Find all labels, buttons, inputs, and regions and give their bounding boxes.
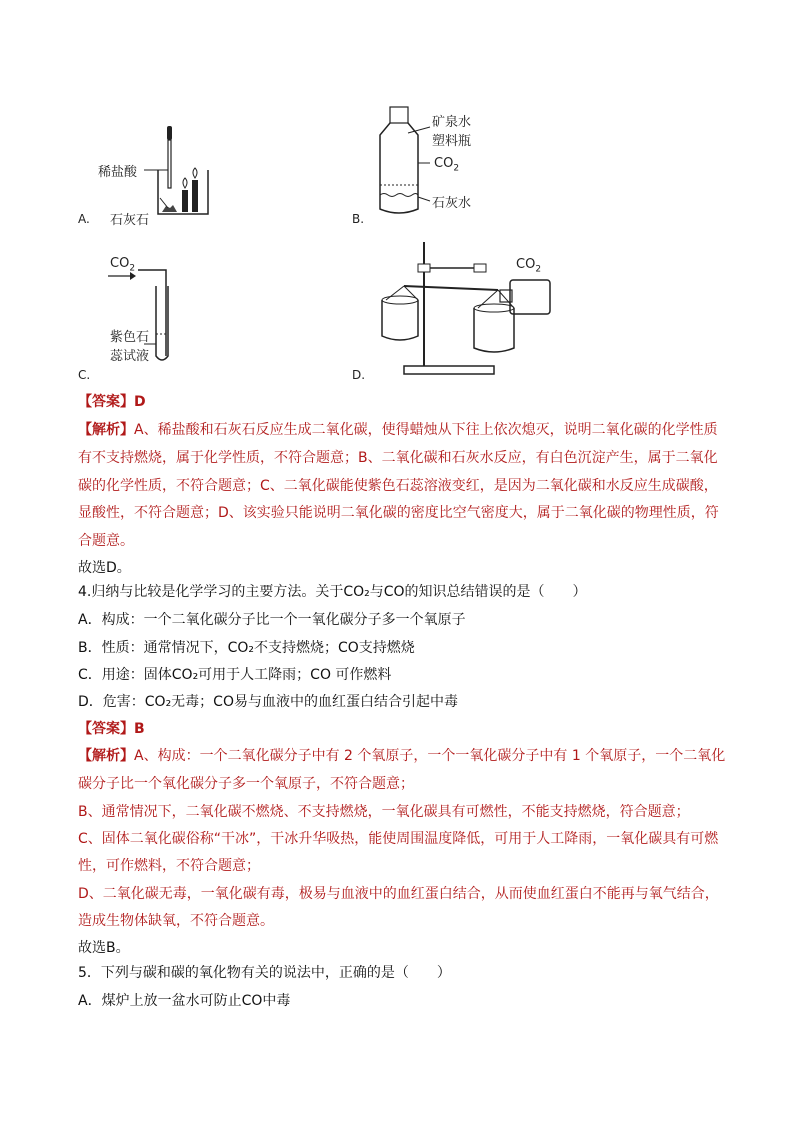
q3-analysis-line-3: 碳的化学性质，不符合题意；C、二氧化碳能使紫色石蕊溶液变红，是因为二氧化碳和水反应生成碳酸， [78,478,718,494]
q5-option-a: A．煤炉上放一盆水可防止CO中毒 [78,993,291,1009]
figure-b-gas-main: CO [434,156,454,171]
q4-analysis-text-1: A、构成：一个二氧化碳分子中有 2 个氧原子，一个一氧化碳分子中有 1 个氧原子，一个二氧化 [134,748,726,764]
q4-analysis-line-1 [78,746,725,766]
figure-a-acid-label: 稀盐酸 [98,165,138,180]
figure-c-gas-main: CO [110,256,130,271]
q4-analysis-line-2: 碳分子比一个氧化碳分子多一个氧原子，不符合题意； [78,776,414,792]
q4-analysis-line-6: D、二氧化碳无毒，一氧化碳有毒，极易与血液中的血红蛋白结合，从而使血红蛋白不能再与氧气结合， [78,886,719,902]
figure-b-label-1: 矿泉水 [432,115,472,130]
figure-b-option: B. [352,212,365,226]
q3-conclusion: 故选D。 [78,560,131,576]
figure-d-gas-main: CO [516,257,536,272]
q4-answer: 【答案】B [78,721,145,737]
figure-b-liquid-label: 石灰水 [432,196,472,211]
figure-a-solid-label: 石灰石 [110,213,150,228]
q3-analysis-line-1 [78,420,718,440]
figure-c-gas-sub: 2 [129,263,136,274]
q4-analysis-line-4: C、固体二氧化碳俗称“干冰”，干冰升华吸热，能使周围温度降低，可用于人工降雨，一氧化碳具有可燃 [78,831,719,847]
figure-d-gas-sub: 2 [535,264,542,275]
figure-d-option: D. [352,368,366,382]
figure-b-label-2: 塑料瓶 [432,134,472,149]
figure-c-option: C. [78,368,91,382]
q4-analysis-line-7: 造成生物体缺氧，不符合题意。 [78,913,274,929]
q3-analysis-line-5: 合题意。 [78,533,134,549]
figure-c-liquid-label-2: 蕊试液 [110,349,150,364]
q4-option-d: D．危害：CO₂无毒；CO易与血液中的血红蛋白结合引起中毒 [78,694,458,710]
q4-analysis-line-5: 性，可作燃料，不符合题意； [78,858,260,874]
figure-a-option: A. [78,212,90,226]
figure-b-gas-label [434,156,459,174]
q3-answer: 【答案】D [78,394,146,410]
figure-b-gas-sub: 2 [453,163,460,174]
q4-analysis-line-3: B、通常情况下，二氧化碳不燃烧、不支持燃烧，一氧化碳具有可燃性，不能支持燃烧，符合题意； [78,804,690,820]
figure-c-gas-label [110,256,135,274]
q4-option-b: B．性质：通常情况下，CO₂不支持燃烧；CO支持燃烧 [78,640,415,656]
q4-stem: 4.归纳与比较是化学学习的主要方法。关于CO₂与CO的知识总结错误的是（ ） [78,584,587,600]
q4-option-a: A．构成：一个二氧化碳分子比一个一氧化碳分子多一个氧原子 [78,612,466,628]
q3-analysis-line-4: 显酸性，不符合题意；D、该实验只能说明二氧化碳的密度比空气密度大，属于二氧化碳的物理性质，符 [78,505,719,521]
q4-analysis-tag: 【解析】 [78,748,134,764]
q3-analysis-text-1: A、稀盐酸和石灰石反应生成二氧化碳，使得蜡烛从下往上依次熄灭，说明二氧化碳的化学性质 [134,422,718,438]
q4-conclusion: 故选B。 [78,940,130,956]
figure-d-gas-label [516,257,541,275]
q3-analysis-tag: 【解析】 [78,422,134,438]
q4-option-c: C．用途：固体CO₂可用于人工降雨；CO 可作燃料 [78,667,392,683]
q5-stem: 5．下列与碳和碳的氧化物有关的说法中，正确的是（ ） [78,965,451,981]
q3-analysis-line-2: 有不支持燃烧，属于化学性质，不符合题意；B、二氧化碳和石灰水反应，有白色沉淀产生，属于二氧化 [78,450,718,466]
figure-c-liquid-label-1: 紫色石 [110,330,150,345]
